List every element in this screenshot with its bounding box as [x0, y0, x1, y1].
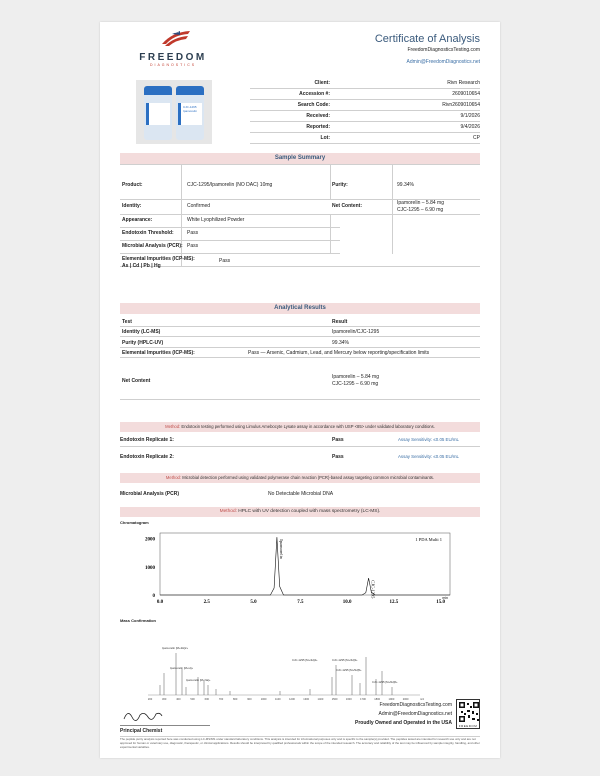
an-elemental-value: Pass — Arsenic, Cadmium, Lead, and Mercury below reporting/specification limits: [248, 350, 430, 356]
hplc-method: [120, 507, 480, 517]
mass-x-tick: 400: [176, 698, 181, 701]
client-info-label: Reported:: [306, 124, 330, 130]
mass-x-tick: 1300: [303, 698, 310, 701]
chrom-x-unit: min: [442, 596, 448, 600]
header-website[interactable]: FreedomDiagnosticsTesting.com: [407, 47, 480, 53]
client-info-label: Client:: [314, 80, 330, 86]
product-label: Product:: [122, 182, 143, 188]
client-info-label: Lot:: [320, 135, 330, 141]
endotoxin-method-text: Endotoxin testing performed using Limulus Amebocyte Lysate assay in accordance with USP <85> under validated laboratory conditions.: [181, 424, 435, 429]
an-identity-label: Identity (LC-MS): [122, 329, 161, 335]
microbial-value: Pass: [187, 243, 199, 249]
mass-annotation: CJC-1295 [M+3H]3+: [332, 658, 358, 662]
mass-annotation: Ipamorelin [M+Na]+: [186, 678, 211, 682]
document-title: Certificate of Analysis: [374, 33, 480, 45]
an-net-label: Net Content: [122, 378, 151, 384]
appearance-value: White Lyophilized Powder: [187, 217, 245, 223]
hplc-method-prefix: Method:: [219, 509, 237, 514]
an-net-line2: CJC-1295 – 6.90 mg: [332, 381, 379, 387]
header-email[interactable]: Admin@FreedomDiagnostics.net: [406, 59, 480, 65]
analytical-results-band: Analytical Results: [120, 303, 480, 314]
identity-label: Identity:: [122, 203, 142, 209]
chromatogram-label: Chromatogram: [120, 520, 149, 525]
chrom-y-tick: 2000: [145, 537, 155, 543]
client-info-value: 9/1/2026: [460, 113, 480, 119]
appearance-label: Appearance:: [122, 217, 153, 223]
endotoxin-method-prefix: Method:: [165, 424, 181, 429]
qr-caption: FREEDOM: [458, 724, 478, 728]
client-info-value: 2609010654: [452, 91, 480, 97]
mass-x-tick: 700: [218, 698, 224, 701]
mass-label: Mass Confirmation: [120, 618, 157, 623]
microbial-method-prefix: Method:: [165, 475, 182, 480]
net-content-line2: CJC-1295 – 6.90 mg: [397, 207, 444, 213]
endo-rep1-result: Pass: [332, 437, 344, 443]
mass-x-tick: 900: [247, 698, 252, 701]
mass-annotation: CJC-1295 [M+5H]5+: [336, 668, 362, 672]
mass-x-tick: 500: [190, 698, 195, 701]
an-identity-value: Ipamorelin/CJC-1295: [332, 329, 380, 335]
endotoxin-label: Endotoxin Threshold:: [122, 230, 174, 236]
chrom-x-tick: 2.5: [203, 600, 210, 605]
an-elemental-label: Elemental Impurities (ICP-MS):: [122, 350, 195, 356]
mass-x-tick: 1900: [388, 698, 395, 701]
an-purity-value: 99.34%: [332, 340, 349, 346]
purity-label: Purity:: [332, 182, 348, 188]
microbial-method-text: Microbial detection performed using validated polymerase chain reaction (PCR)-based assay targeting common microbial contaminants.: [182, 475, 435, 480]
chrom-peak-label: CJC-1295: [370, 580, 376, 599]
chrom-x-tick: 0.0: [156, 600, 164, 605]
elemental-elements: As | Cd | Pb | Hg: [122, 263, 161, 269]
mass-x-tick: 1800: [374, 698, 381, 701]
mass-x-tick: 1100: [275, 698, 281, 701]
vial-label: CJC-1295 Ipamorelin: [178, 103, 202, 125]
signature-image: [122, 707, 164, 723]
chromatogram-legend: 1 PDA Multi 1: [415, 537, 442, 542]
net-content-line1: Ipamorelin – 5.84 mg: [397, 200, 444, 206]
chrom-x-tick: 5.0: [250, 600, 257, 605]
mass-x-tick: 200: [147, 698, 153, 701]
endo-rep2-result: Pass: [332, 454, 344, 460]
mass-x-tick: 600: [204, 698, 209, 701]
mass-x-tick: 1400: [317, 698, 324, 701]
net-content-label: Net Content:: [332, 203, 362, 209]
client-info-label: Accession #:: [299, 91, 330, 97]
disclaimer: The peptide purity analysis reported here was conducted using LC-MS/MS under standard laboratory conditions. This analysis is intended for informational purposes only and is specific to the sample(s) provided. The peptides tested are intended for research use only and are not approved for human or veterinary use, diagnostic, therapeutic, or clinical applications. Results should be interpreted by qualified professionals within the scope of the intended research. The accuracy and reliability of the test may be influenced by sample integrity, handling, and other experimental variables.: [120, 737, 480, 749]
purity-value: 99.34%: [397, 182, 414, 188]
mass-annotation: CJC-1295 [M+6H]6+: [372, 680, 398, 684]
chrom-x-tick: 10.0: [342, 600, 352, 605]
client-info-value: 9/4/2026: [460, 124, 480, 130]
footer-email[interactable]: Admin@FreedomDiagnostics.net: [378, 711, 452, 717]
mass-annotation: CJC-1295 [M+4H]4+: [292, 658, 318, 662]
flag-logo-icon: [158, 28, 194, 50]
client-info-label: Received:: [306, 113, 330, 119]
footer-website[interactable]: FreedomDiagnosticsTesting.com: [379, 702, 452, 708]
col-result: Result: [332, 319, 348, 325]
endo-rep1-sens: Assay Sensitivity: ≤0.05 EU/mL: [398, 437, 459, 442]
client-info-value: CP: [473, 135, 480, 141]
elemental-value: Pass: [219, 258, 231, 264]
mass-annotation: Ipamorelin [M+2H]2+: [162, 646, 189, 650]
endotoxin-value: Pass: [187, 230, 199, 236]
chrom-x-tick: 12.5: [389, 600, 399, 605]
chrom-y-tick: 1000: [145, 565, 155, 571]
sample-summary-band: Sample Summary: [120, 153, 480, 164]
footer-tagline: Proudly Owned and Operated in the USA: [355, 720, 452, 726]
endo-rep2-label: Endotoxin Replicate 2:: [120, 454, 174, 460]
mass-x-unit: m/z: [420, 698, 425, 701]
endotoxin-method: [120, 422, 480, 432]
an-purity-label: Purity (HPLC-UV): [122, 340, 164, 346]
mass-spectrum: [120, 625, 480, 705]
endo-rep1-label: Endotoxin Replicate 1:: [120, 437, 174, 443]
mass-x-tick: 1600: [345, 698, 352, 701]
mass-x-tick: 800: [233, 698, 238, 701]
mass-annotation: Ipamorelin [M+H]+: [170, 666, 194, 670]
signatory-title: Principal Chemist: [120, 728, 163, 734]
an-net-line1: Ipamorelin – 5.84 mg: [332, 374, 379, 380]
identity-value: Confirmed: [187, 203, 211, 209]
client-info-value: Rivn Research: [447, 80, 480, 86]
client-info-value: Rivn2609010654: [442, 102, 480, 108]
product-photo: [136, 80, 212, 144]
endo-rep2-sens: Assay Sensitivity: ≤0.05 EU/mL: [398, 454, 459, 459]
mass-x-tick: 1000: [260, 698, 267, 701]
mass-x-tick: 1500: [331, 698, 338, 701]
mass-x-tick: 1200: [289, 698, 295, 701]
brand-sub: DIAGNOSTICS: [149, 63, 197, 67]
client-info-label: Search Code:: [297, 102, 330, 108]
mass-x-tick: 300: [162, 698, 167, 701]
col-test: Test: [122, 319, 132, 325]
microbial-method: [120, 473, 480, 483]
certificate-page: [100, 22, 500, 758]
chrom-x-tick: 15.0: [436, 600, 446, 605]
hplc-method-text: HPLC with UV detection coupled with mass spectrometry (LC-MS).: [238, 509, 381, 514]
chrom-x-tick: 7.5: [297, 600, 304, 605]
microbial-label: Microbial Analysis (PCR):: [122, 243, 183, 249]
microbial-result-value: No Detectable Microbial DNA: [268, 491, 334, 497]
mass-x-tick: 1700: [360, 698, 366, 701]
chromatogram-frame: [160, 533, 450, 595]
qr-code-icon: [458, 701, 480, 723]
chrom-y-tick: 0: [152, 594, 155, 599]
brand-name: FREEDOM: [139, 52, 207, 63]
chrom-peak-label: Ipamorelin: [278, 539, 284, 559]
elemental-label: Elemental Impurities (ICP-MS):: [122, 256, 195, 262]
qr-code: [456, 699, 480, 729]
product-value: CJC-1295/Ipamorelin (NO DAC) 10mg: [187, 182, 273, 188]
microbial-result-label: Microbial Analysis (PCR): [120, 491, 179, 497]
mass-x-tick: 2000: [402, 698, 409, 701]
chromatogram-chart: [120, 529, 460, 607]
